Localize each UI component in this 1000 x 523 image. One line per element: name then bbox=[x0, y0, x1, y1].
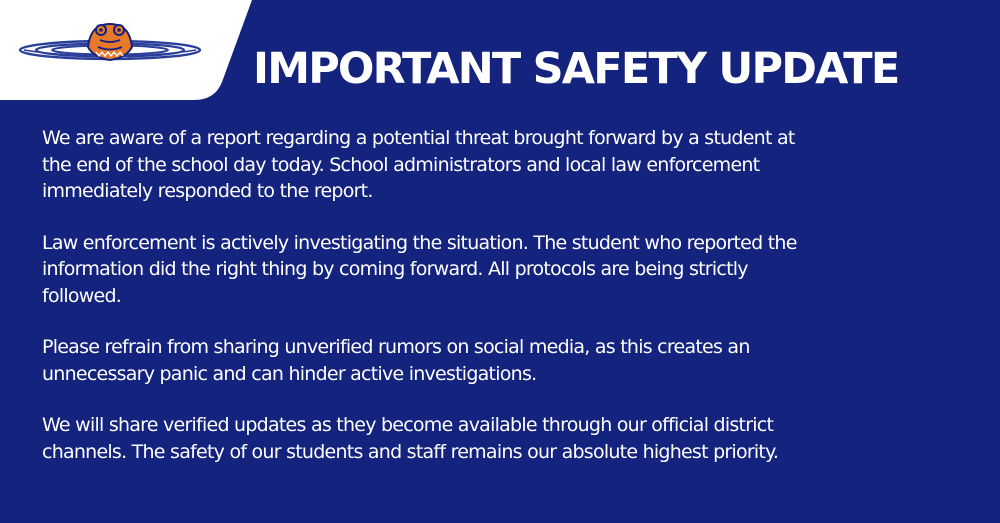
text-line: unnecessary panic and can hinder active investigations. bbox=[42, 362, 537, 385]
paragraph-rumors bbox=[42, 334, 987, 387]
logo-panel bbox=[0, 0, 240, 100]
text-line: information did the right thing by coming forward. All protocols are being strictly bbox=[42, 258, 748, 280]
paragraph-investigation bbox=[42, 230, 987, 310]
paragraph-threat-report bbox=[42, 125, 987, 205]
text-line: the end of the school day today. School administrators and local law enforcement bbox=[42, 153, 760, 176]
text-line: Law enforcement is actively investigating the situation. The student who reported the bbox=[42, 231, 797, 254]
text-line: Please refrain from sharing unverified rumors on social media, as this creates an bbox=[42, 336, 750, 358]
text-line: immediately responded to the report. bbox=[42, 180, 373, 202]
text-line: We are aware of a report regarding a potential threat brought forward by a student at bbox=[42, 127, 795, 149]
text-line: channels. The safety of our students and staff remains our absolute highest priority. bbox=[42, 440, 779, 463]
paragraph-updates bbox=[42, 412, 987, 465]
announcement-body bbox=[42, 125, 987, 490]
page-title: IMPORTANT SAFETY UPDATE bbox=[253, 44, 899, 94]
text-line: We will share verified updates as they become available through our official district bbox=[42, 414, 774, 436]
logo-panel-shape bbox=[0, 0, 260, 100]
text-line: followed. bbox=[42, 284, 122, 307]
